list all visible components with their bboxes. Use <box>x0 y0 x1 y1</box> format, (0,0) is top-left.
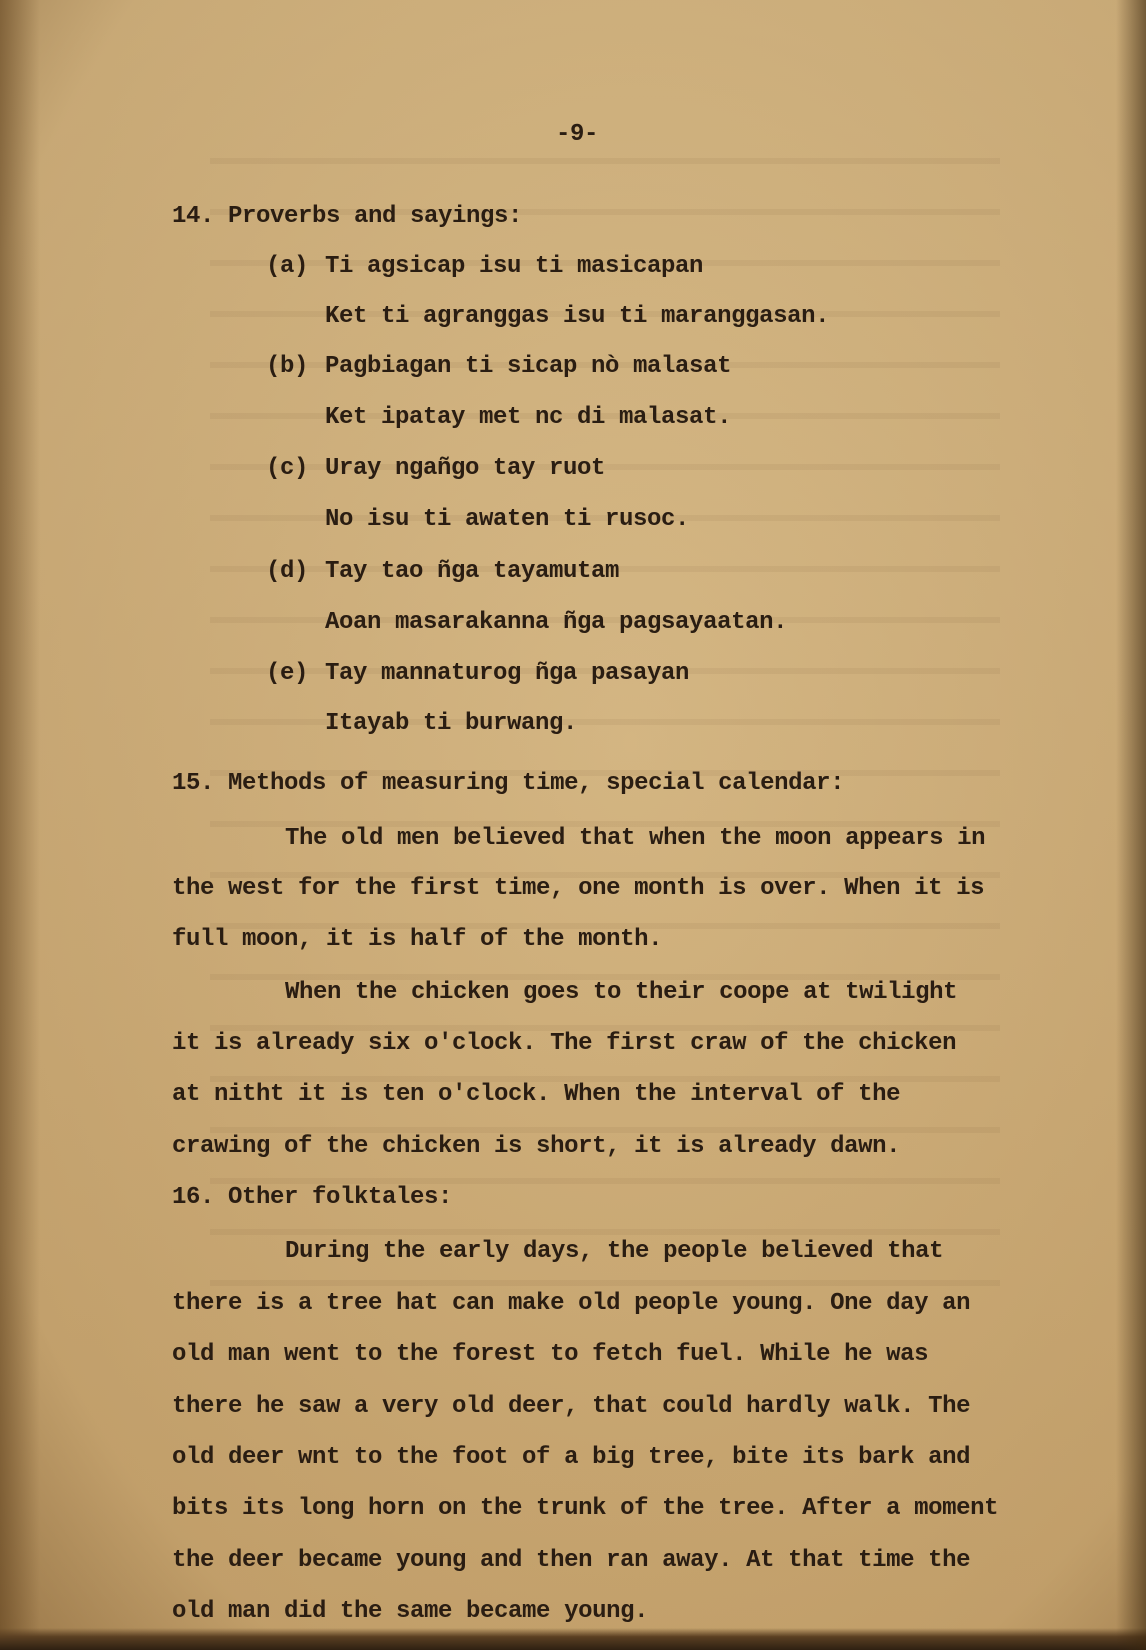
proverb-d-line-1: Tay tao ñga tayamutam <box>325 558 620 585</box>
proverb-label-c: (c) <box>266 455 309 482</box>
proverb-b-line-2: Ket ipatay met nc di malasat. <box>325 404 732 431</box>
paragraph-line: old man went to the forest to fetch fuel. While he was <box>172 1341 929 1368</box>
paragraph-line: the deer became young and then ran away. At that time the <box>172 1547 971 1574</box>
proverb-label-a: (a) <box>266 253 309 280</box>
paragraph-line: old deer wnt to the foot of a big tree, bite its bark and <box>172 1444 971 1471</box>
proverb-e-line-1: Tay mannaturog ñga pasayan <box>325 660 690 687</box>
proverb-b-line-1: Pagbiagan ti sicap nò malasat <box>325 353 732 380</box>
paragraph-line: The old men believed that when the moon appears in <box>285 825 986 852</box>
proverb-c-line-2: No isu ti awaten ti rusoc. <box>325 506 690 533</box>
proverb-a-line-1: Ti agsicap isu ti masicapan <box>325 253 704 280</box>
page-number: -9- <box>556 121 599 148</box>
proverb-a-line-2: Ket ti agranggas isu ti maranggasan. <box>325 303 830 330</box>
section-heading-14: 14. Proverbs and sayings: <box>172 203 523 230</box>
proverb-label-b: (b) <box>266 353 309 380</box>
paragraph-line: During the early days, the people believed that <box>285 1238 944 1265</box>
paragraph-line: old man did the same became young. <box>172 1598 649 1625</box>
paragraph-line: there is a tree hat can make old people young. One day an <box>172 1290 971 1317</box>
section-heading-16: 16. Other folktales: <box>172 1184 453 1211</box>
paragraph-line: crawing of the chicken is short, it is already dawn. <box>172 1133 901 1160</box>
proverb-label-d: (d) <box>266 558 309 585</box>
paragraph-line: bits its long horn on the trunk of the tree. After a moment <box>172 1495 999 1522</box>
page-bottom-edge <box>0 1628 1146 1650</box>
paragraph-line: full moon, it is half of the month. <box>172 926 663 953</box>
paragraph-line: there he saw a very old deer, that could hardly walk. The <box>172 1393 971 1420</box>
paragraph-line: it is already six o'clock. The first craw of the chicken <box>172 1030 957 1057</box>
paragraph-line: When the chicken goes to their coope at twilight <box>285 979 958 1006</box>
section-heading-15: 15. Methods of measuring time, special calendar: <box>172 770 845 797</box>
paragraph-line: at nitht it is ten o'clock. When the interval of the <box>172 1081 901 1108</box>
proverb-label-e: (e) <box>266 660 309 687</box>
proverb-e-line-2: Itayab ti burwang. <box>325 710 578 737</box>
paragraph-line: the west for the first time, one month is over. When it is <box>172 875 985 902</box>
proverb-d-line-2: Aoan masarakanna ñga pagsayaatan. <box>325 609 788 636</box>
proverb-c-line-1: Uray ngañgo tay ruot <box>325 455 606 482</box>
